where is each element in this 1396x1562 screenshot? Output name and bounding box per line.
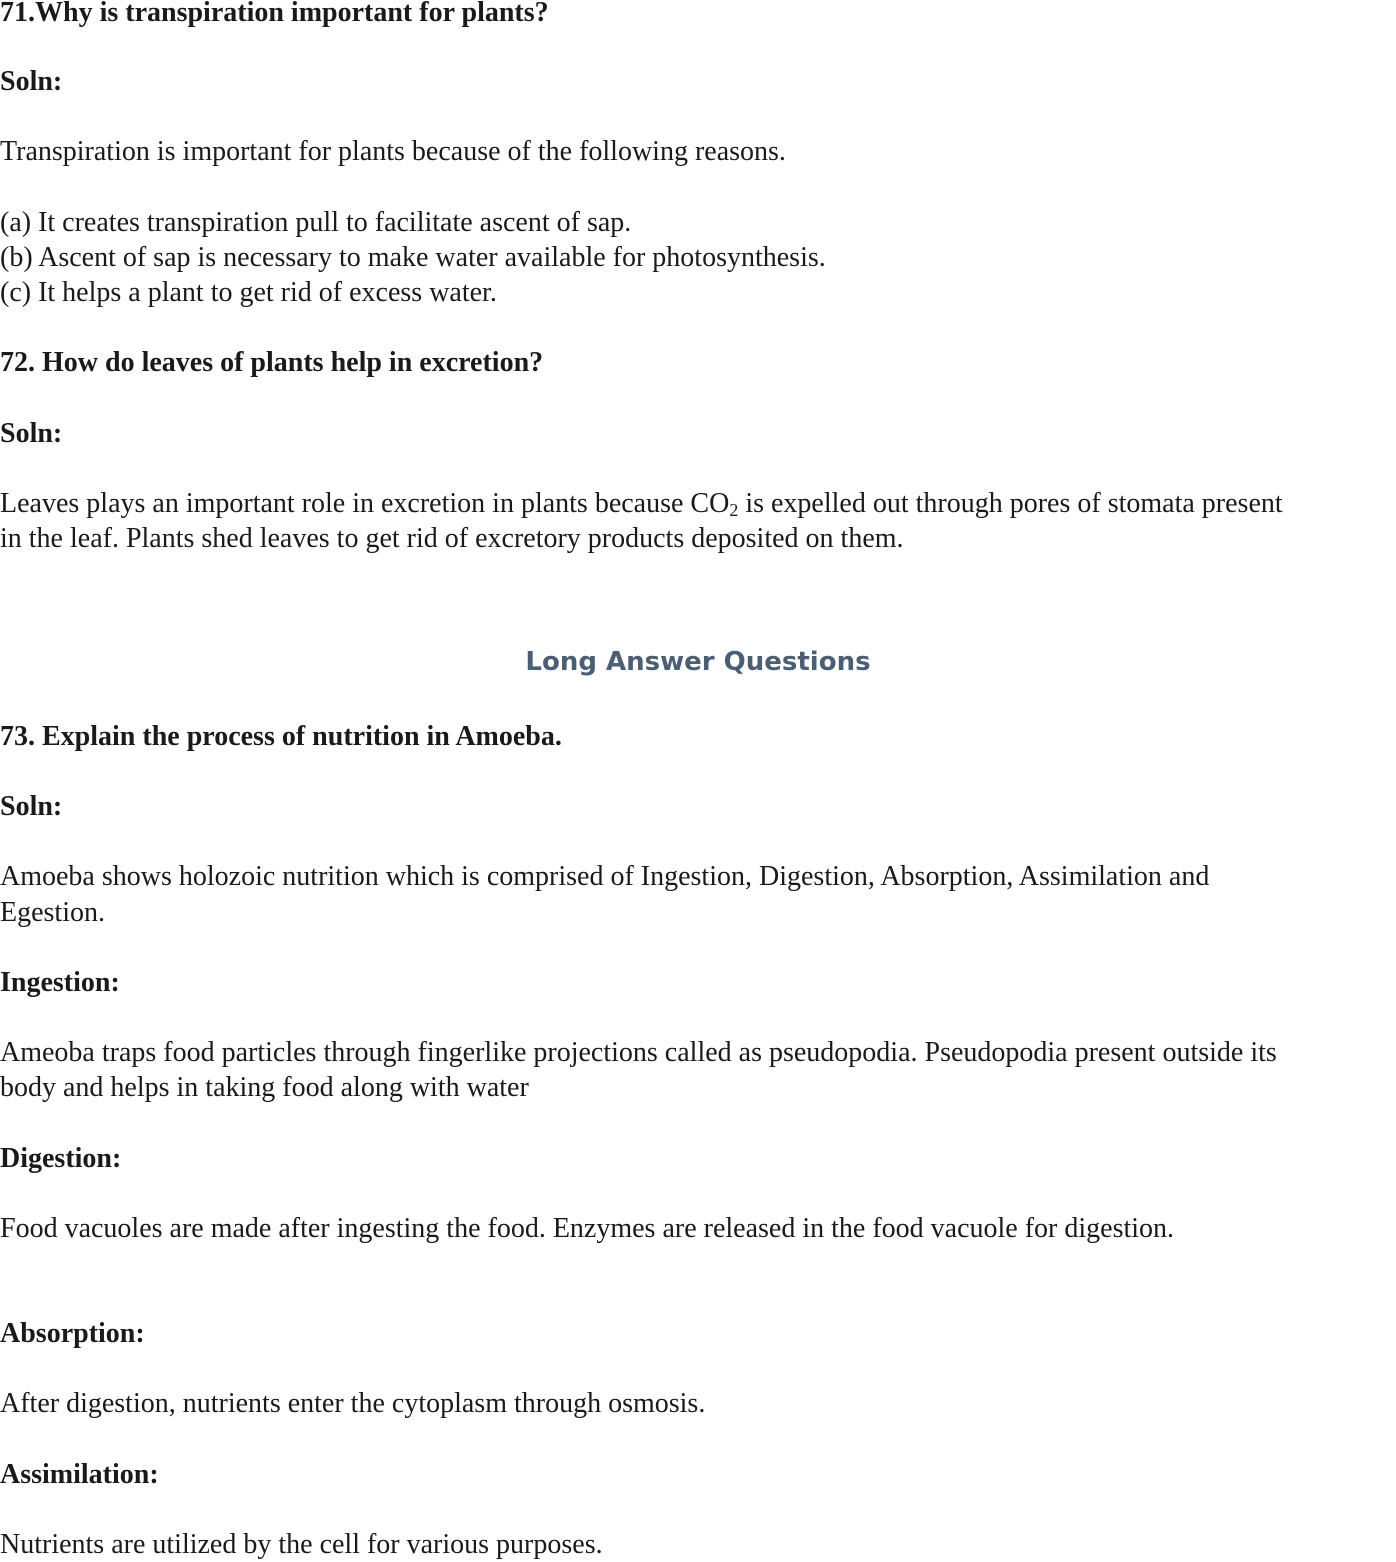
answer-73-intro-line-1: Amoeba shows holozoic nutrition which is comprised of Ingestion, Digestion, Absorption, Assimilation and bbox=[0, 861, 1210, 892]
answer-73-intro-line-2: Egestion. bbox=[0, 897, 105, 928]
section-heading: Long Answer Questions bbox=[525, 647, 871, 677]
question-71: 71.Why is transpiration important for plants? bbox=[0, 0, 549, 28]
digestion-label: Digestion: bbox=[0, 1143, 122, 1174]
ingestion-label: Ingestion: bbox=[0, 967, 120, 998]
digestion-text: Food vacuoles are made after ingesting the food. Enzymes are released in the food vacuole for digestion. bbox=[0, 1213, 1175, 1244]
answer-71-point-b: (b) Ascent of sap is necessary to make water available for photosynthesis. bbox=[0, 242, 826, 273]
absorption-label: Absorption: bbox=[0, 1318, 145, 1349]
answer-71-point-c: (c) It helps a plant to get rid of excess water. bbox=[0, 277, 497, 308]
answer-71-intro: Transpiration is important for plants because of the following reasons. bbox=[0, 136, 786, 167]
soln-label-72: Soln: bbox=[0, 418, 63, 449]
ingestion-text-line-1: Ameoba traps food particles through fingerlike projections called as pseudopodia. Pseudopodia present outside its bbox=[0, 1037, 1277, 1068]
soln-label-71: Soln: bbox=[0, 66, 63, 97]
question-72: 72. How do leaves of plants help in excretion? bbox=[0, 347, 544, 378]
answer-71-point-a: (a) It creates transpiration pull to facilitate ascent of sap. bbox=[0, 207, 632, 238]
absorption-text: After digestion, nutrients enter the cytoplasm through osmosis. bbox=[0, 1388, 706, 1419]
assimilation-label: Assimilation: bbox=[0, 1459, 159, 1490]
soln-label-73: Soln: bbox=[0, 791, 63, 822]
answer-72-line-2: in the leaf. Plants shed leaves to get rid of excretory products deposited on them. bbox=[0, 523, 904, 554]
question-73: 73. Explain the process of nutrition in Amoeba. bbox=[0, 721, 562, 752]
ingestion-text-line-2: body and helps in taking food along with water bbox=[0, 1072, 529, 1103]
answer-72-line-1: Leaves plays an important role in excretion in plants because $CO_2$ is expelled out through pores of stomata present bbox=[0, 488, 1283, 520]
assimilation-text: Nutrients are utilized by the cell for various purposes. bbox=[0, 1529, 603, 1560]
